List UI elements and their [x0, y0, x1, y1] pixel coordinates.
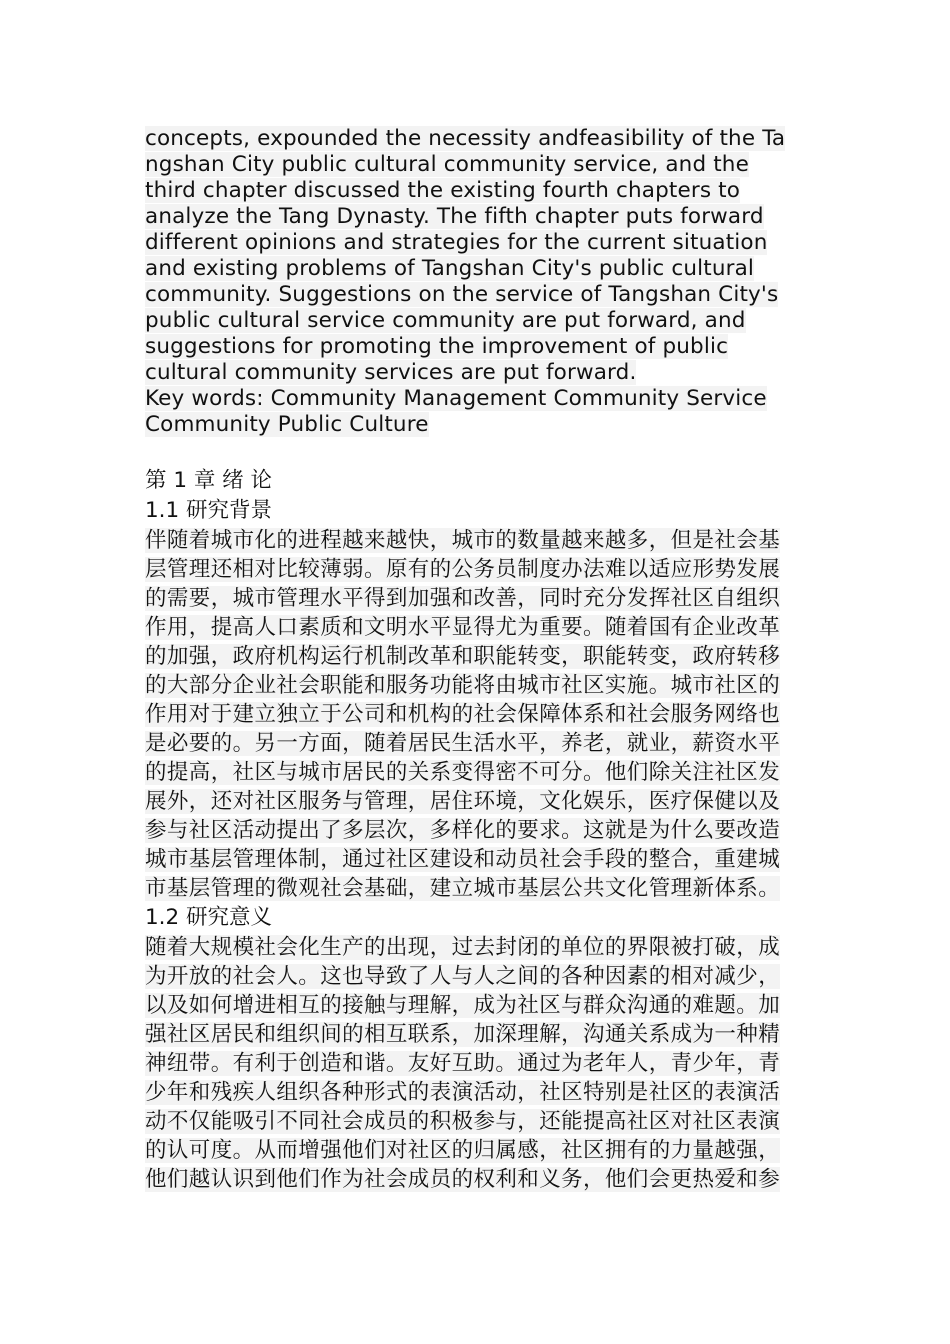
- background-paragraph: [145, 526, 805, 903]
- abstract-line: and existing problems of Tangshan City's public cultural: [145, 256, 755, 281]
- abstract-line: suggestions for promoting the improvement of public: [145, 334, 729, 359]
- section-heading-significance: 1.2 研究意义: [145, 905, 273, 930]
- body-line: 的需要，城市管理水平得到加强和改善，同时充分发挥社区自组织: [145, 586, 781, 611]
- body-line: 为开放的社会人。这也导致了人与人之间的各种因素的相对减少，: [145, 964, 781, 989]
- body-line: 动不仅能吸引不同社会成员的积极参与，还能提高社区对社区表演: [145, 1109, 781, 1134]
- body-line: 伴随着城市化的进程越来越快，城市的数量越来越多，但是社会基: [145, 528, 781, 553]
- body-line: 的大部分企业社会职能和服务功能将由城市社区实施。城市社区的: [145, 673, 781, 698]
- body-line: 层管理还相对比较薄弱。原有的公务员制度办法难以适应形势发展: [145, 557, 781, 582]
- abstract-line: concepts, expounded the necessity andfeasibility of the Ta: [145, 126, 786, 151]
- significance-paragraph: [145, 933, 805, 1194]
- abstract-line: community. Suggestions on the service of Tangshan City's: [145, 282, 779, 307]
- body-line: 市基层管理的微观社会基础，建立城市基层公共文化管理新体系。: [145, 876, 781, 901]
- paragraph-spacer: [145, 438, 805, 466]
- abstract-line: ngshan City public cultural community service, and the: [145, 152, 749, 177]
- body-line: 展外，还对社区服务与管理，居住环境，文化娱乐，医疗保健以及: [145, 789, 781, 814]
- keywords-line: Key words: Community Management Community Service: [145, 386, 767, 411]
- body-line: 的提高，社区与城市居民的关系变得密不可分。他们除关注社区发: [145, 760, 781, 785]
- body-line: 强社区居民和组织间的相互联系，加深理解，沟通关系成为一种精: [145, 1022, 781, 1047]
- abstract-line: analyze the Tang Dynasty. The fifth chapter puts forward: [145, 204, 764, 229]
- abstract-paragraph: [145, 126, 805, 386]
- body-line: 是必要的。另一方面，随着居民生活水平，养老，就业，薪资水平: [145, 731, 781, 756]
- body-line: 神纽带。有利于创造和谐。友好互助。通过为老年人，青少年，青: [145, 1051, 781, 1076]
- page-content: [145, 126, 805, 1194]
- abstract-line: third chapter discussed the existing fourth chapters to: [145, 178, 741, 203]
- body-line: 城市基层管理体制，通过社区建设和动员社会手段的整合，重建城: [145, 847, 781, 872]
- body-line: 以及如何增进相互的接触与理解，成为社区与群众沟通的难题。加: [145, 993, 781, 1018]
- chapter-title: 第 1 章 绪 论: [145, 468, 273, 493]
- body-line: 少年和残疾人组织各种形式的表演活动，社区特别是社区的表演活: [145, 1080, 781, 1105]
- abstract-line: different opinions and strategies for the current situation: [145, 230, 768, 255]
- abstract-line: public cultural service community are put forward, and: [145, 308, 746, 333]
- abstract-line: cultural community services are put forward.: [145, 360, 637, 385]
- keywords-paragraph: [145, 386, 805, 438]
- body-line: 的加强，政府机构运行机制改革和职能转变，职能转变，政府转移: [145, 644, 781, 669]
- body-line: 作用，提高人口素质和文明水平显得尤为重要。随着国有企业改革: [145, 615, 781, 640]
- body-line: 他们越认识到他们作为社会成员的权利和义务，他们会更热爱和参: [145, 1167, 781, 1192]
- body-line: 的认可度。从而增强他们对社区的归属感，社区拥有的力量越强，: [145, 1138, 781, 1163]
- keywords-line: Community Public Culture: [145, 412, 429, 437]
- body-line: 作用对于建立独立于公司和机构的社会保障体系和社会服务网络也: [145, 702, 781, 727]
- body-line: 参与社区活动提出了多层次，多样化的要求。这就是为什么要改造: [145, 818, 781, 843]
- body-line: 随着大规模社会化生产的出现，过去封闭的单位的界限被打破，成: [145, 935, 781, 960]
- section-heading-background: 1.1 研究背景: [145, 498, 273, 523]
